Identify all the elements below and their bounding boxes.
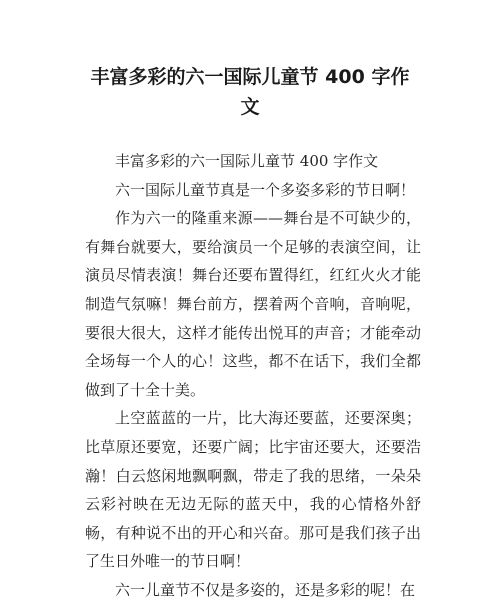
title-line-2: 文 <box>240 96 260 118</box>
paragraph-sky: 上空蓝蓝的一片，比大海还要蓝，还要深奥；比草原还要宽，还要广阔；比宇宙还要大，还要浩瀚！白云悠闲地飘啊飘，带走了我的思绪，一朵朵云彩衬映在无边无际的蓝天中，我的心情格外舒畅，有种说不出的开心和兴奋。那可是我们孩子出了生日外唯一的节日啊！ <box>85 409 421 571</box>
paragraph-intro: 六一国际儿童节真是一个多姿多彩的节日啊！ <box>115 180 416 199</box>
paragraph-subtitle: 丰富多彩的六一国际儿童节 400 字作文 <box>115 152 379 170</box>
title-line-1: 丰富多彩的六一国际儿童节 400 字作 <box>90 66 410 88</box>
paragraph-stage: 作为六一的隆重来源——舞台是不可缺少的，有舞台就要大，要给演员一个足够的表演空间，让演员尽情表演！舞台还要布置得红，红红火火才能制造气氛嘛！舞台前方，摆着两个音响，音响呢，要很大很大，这样才能传出悦耳的声音；才能牵动全场每一个人的心！这些，都不在话下，我们全都做到了十全十美。 <box>85 209 421 399</box>
document-body <box>85 147 421 605</box>
paragraph-colorful: 六一儿童节不仅是多姿的，还是多彩的呢！在 <box>115 580 416 599</box>
document-title <box>60 62 440 122</box>
